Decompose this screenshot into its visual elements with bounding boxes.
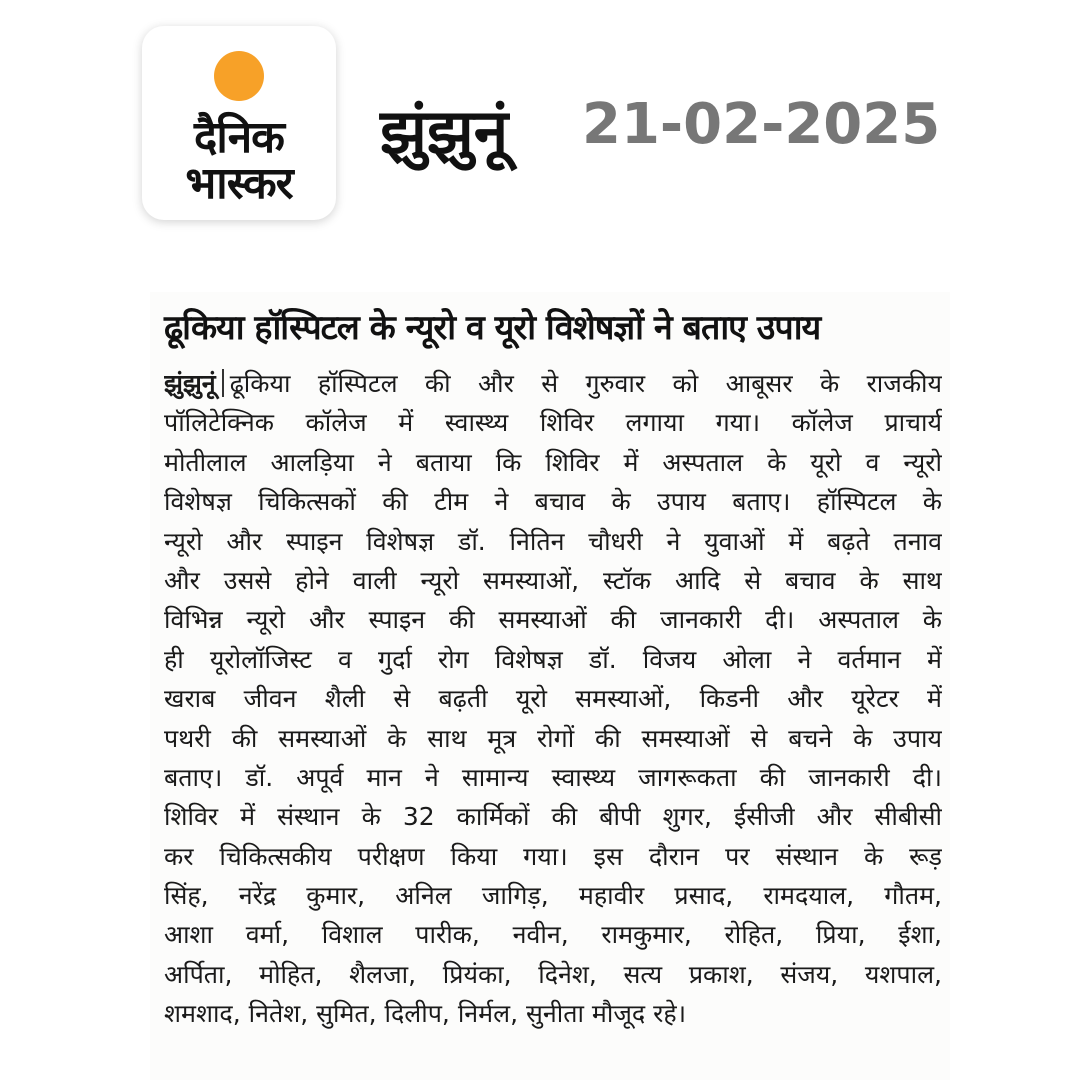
article-line: बताए। डॉ. अपूर्व मान ने सामान्य स्वास्थ्य जागरूकता की जानकारी दी।: [164, 762, 942, 792]
article-line: अर्पिता, मोहित, शैलजा, प्रियंका, दिनेश, सत्य प्रकाश, संजय, यशपाल,: [164, 959, 942, 989]
article-line: कर चिकित्सकीय परीक्षण किया गया। इस दौरान पर संस्थान के रूड़: [164, 841, 942, 871]
dateline-separator: [222, 369, 224, 397]
logo-word-bhaskar: भास्कर: [185, 158, 293, 209]
article-line: शमशाद, नितेश, सुमित, दिलीप, निर्मल, सुनीता मौजूद रहे।: [164, 999, 687, 1029]
article-line: न्यूरो और स्पाइन विशेषज्ञ डॉ. नितिन चौधरी ने युवाओं में बढ़ते तनाव: [164, 526, 942, 556]
sun-icon: [214, 51, 264, 101]
article-line: खराब जीवन शैली से बढ़ती यूरो समस्याओं, किडनी और यूरेटर में: [164, 684, 942, 714]
article-headline: ढूकिया हॉस्पिटल के न्यूरो व यूरो विशेषज्ञों ने बताए उपाय: [164, 308, 821, 348]
article-line: सिंह, नरेंद्र कुमार, अनिल जागिड़, महावीर प्रसाद, रामदयाल, गौतम,: [164, 881, 942, 911]
article-line: मोतीलाल आलड़िया ने बताया कि शिविर में अस्पताल के यूरो व न्यूरो: [164, 447, 942, 477]
article-line: पॉलिटेक्निक कॉलेज में स्वास्थ्य शिविर लगाया गया। कॉलेज प्राचार्य: [164, 408, 942, 438]
article-line: शिविर में संस्थान के 32 कार्मिकों की बीपी शुगर, ईसीजी और सीबीसी: [164, 802, 942, 832]
article-line: विभिन्न न्यूरो और स्पाइन की समस्याओं की जानकारी दी। अस्पताल के: [164, 605, 942, 635]
logo-word-dainik: दैनिक: [194, 112, 284, 163]
article-body: [164, 364, 942, 1034]
article-line: ही यूरोलॉजिस्ट व गुर्दा रोग विशेषज्ञ डॉ. विजय ओला ने वर्तमान में: [164, 644, 942, 674]
edition-date: 21-02-2025: [582, 92, 941, 157]
article-line: पथरी की समस्याओं के साथ मूत्र रोगों की समस्याओं से बचने के उपाय: [164, 723, 942, 753]
article-dateline: झुंझुनूं: [164, 369, 216, 398]
article-line: और उससे होने वाली न्यूरो समस्याओं, स्टॉक आदि से बचाव के साथ: [164, 565, 942, 595]
article-line: आशा वर्मा, विशाल पारीक, नवीन, रामकुमार, रोहित, प्रिया, ईशा,: [164, 920, 942, 950]
article-line: विशेषज्ञ चिकित्सकों की टीम ने बचाव के उपाय बताए। हॉस्पिटल के: [164, 487, 942, 517]
dainik-bhaskar-logo: [142, 26, 336, 220]
edition-city: झुंझुनूं: [380, 95, 509, 168]
article-line: झुंझुनूं ढूकिया हॉस्पिटल की और से गुरुवार को आबूसर के राजकीय: [164, 369, 942, 398]
